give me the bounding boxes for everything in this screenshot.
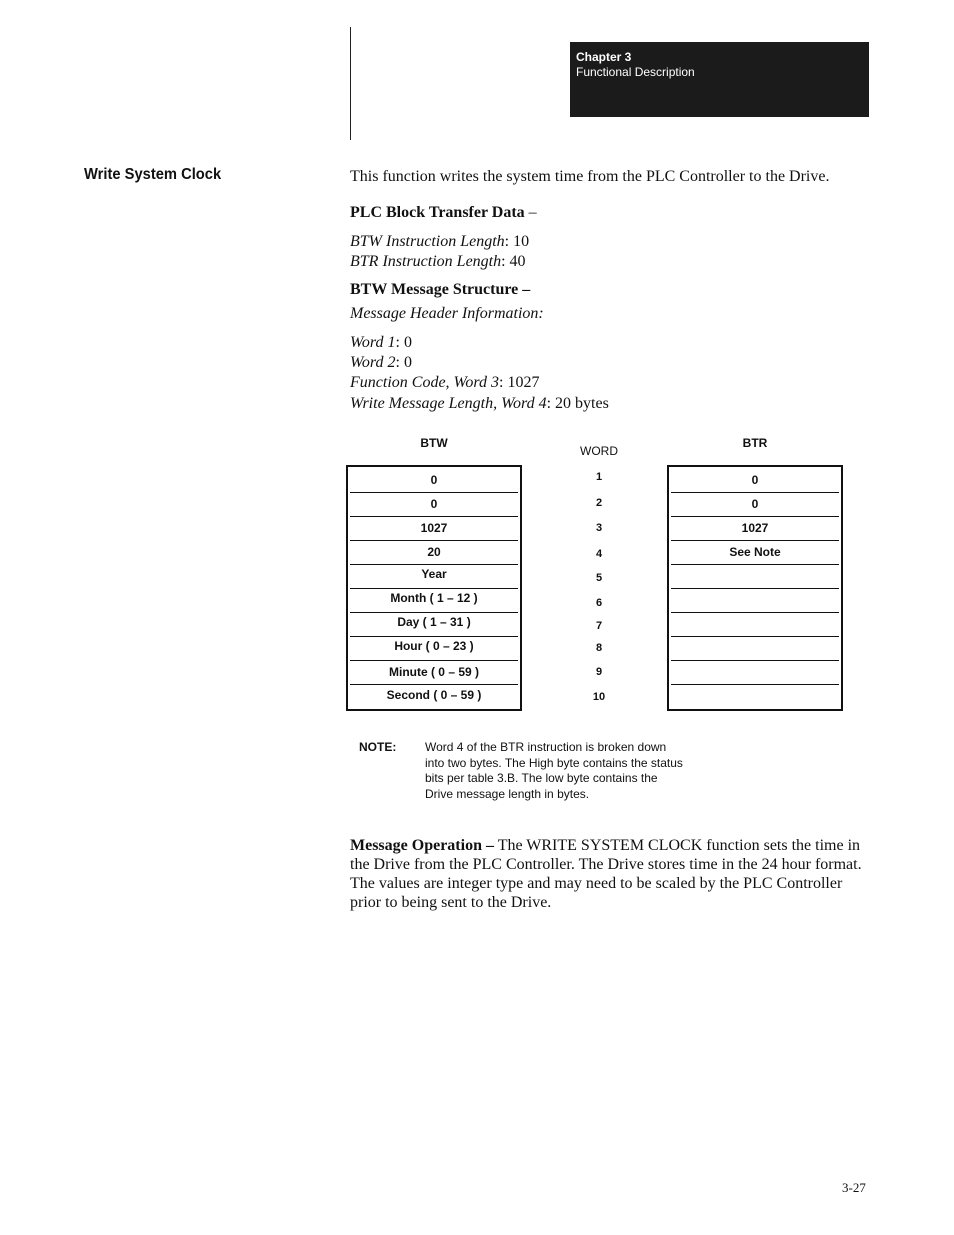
- btw-cell: Year: [350, 565, 518, 589]
- header-line-value: : 20 bytes: [546, 395, 609, 412]
- btw-column-title: BTW: [420, 436, 448, 450]
- btw-length-label: BTW Instruction Length: [350, 233, 505, 250]
- btw-cell: Hour ( 0 – 23 ): [350, 637, 518, 661]
- header-rule: [350, 27, 351, 140]
- header-line-value: : 0: [395, 334, 412, 351]
- message-structure-heading: BTW Message Structure –: [350, 281, 531, 298]
- btw-cell: Month ( 1 – 12 ): [350, 589, 518, 613]
- message-header-subheading: Message Header Information:: [350, 305, 544, 322]
- btr-cell: See Note: [671, 541, 839, 565]
- word-number: 1: [595, 471, 603, 483]
- btw-cell: 20: [350, 541, 518, 565]
- btr-table: [667, 465, 843, 711]
- word-number: 5: [595, 572, 603, 584]
- header-line-value: : 0: [395, 354, 412, 371]
- header-line-label: Write Message Length, Word 4: [350, 395, 547, 412]
- btw-length-line: [350, 232, 529, 252]
- message-operation-paragraph: [350, 836, 870, 912]
- chapter-header-box: [570, 42, 869, 117]
- word-number: 9: [595, 666, 603, 678]
- btr-cell: [671, 613, 839, 637]
- word-number: 7: [595, 620, 603, 632]
- header-line-1: [350, 333, 412, 353]
- chapter-label: Chapter 3: [576, 50, 632, 64]
- btr-cell: 0: [671, 469, 839, 493]
- btw-cell: Minute ( 0 – 59 ): [350, 661, 518, 685]
- header-line-3: [350, 373, 539, 393]
- btr-length-line: [350, 252, 526, 272]
- word-number: 6: [595, 597, 603, 609]
- message-operation-text: The WRITE SYSTEM CLOCK function sets the time in the Drive from the PLC Controller. The Drive stores time in the 24 hour format. The values are integer type and may need to be scaled by the PLC Controller prior to being sent to the Drive.: [350, 837, 862, 911]
- header-line-2: [350, 353, 412, 373]
- btr-cell: [671, 685, 839, 709]
- header-line-label: Function Code, Word 3: [350, 374, 500, 391]
- btr-column-title: BTR: [742, 436, 768, 450]
- note-label: NOTE:: [359, 740, 397, 754]
- word-number: 3: [595, 522, 603, 534]
- btw-cell: 0: [350, 493, 518, 517]
- btr-cell: [671, 589, 839, 613]
- header-line-value: : 1027: [499, 374, 540, 391]
- btr-length-label: BTR Instruction Length: [350, 253, 502, 270]
- btw-table: [346, 465, 522, 711]
- header-line-4: [350, 394, 609, 414]
- word-number: 10: [592, 691, 606, 703]
- btr-cell: [671, 661, 839, 685]
- btr-cell: 1027: [671, 517, 839, 541]
- word-number: 2: [595, 497, 603, 509]
- section-heading: Write System Clock: [84, 166, 222, 183]
- section-label: Functional Description: [576, 65, 695, 79]
- note-text: Word 4 of the BTR instruction is broken down into two bytes. The High byte contains the status bits per table 3.B. The low byte contains the Drive message length in bytes.: [425, 740, 683, 801]
- word-number: 4: [595, 548, 603, 560]
- btw-cell: 0: [350, 469, 518, 493]
- word-number: 8: [595, 642, 603, 654]
- block-transfer-heading: [350, 203, 537, 223]
- block-transfer-title: PLC Block Transfer Data: [350, 204, 525, 221]
- btw-cell: 1027: [350, 517, 518, 541]
- message-operation-heading: Message Operation –: [350, 837, 494, 854]
- btw-length-value: : 10: [504, 233, 530, 250]
- btr-cell: [671, 565, 839, 589]
- header-line-label: Word 2: [350, 354, 396, 371]
- btr-cell: [671, 637, 839, 661]
- btr-cell: 0: [671, 493, 839, 517]
- intro-paragraph: This function writes the system time from the PLC Controller to the Drive.: [350, 168, 830, 185]
- page-number: 3-27: [842, 1180, 866, 1195]
- btw-cell: Day ( 1 – 31 ): [350, 613, 518, 637]
- btw-cell: Second ( 0 – 59 ): [386, 688, 482, 702]
- btr-length-value: : 40: [501, 253, 526, 270]
- header-line-label: Word 1: [350, 334, 396, 351]
- word-column-title: WORD: [580, 444, 618, 458]
- block-transfer-dash: –: [524, 204, 537, 221]
